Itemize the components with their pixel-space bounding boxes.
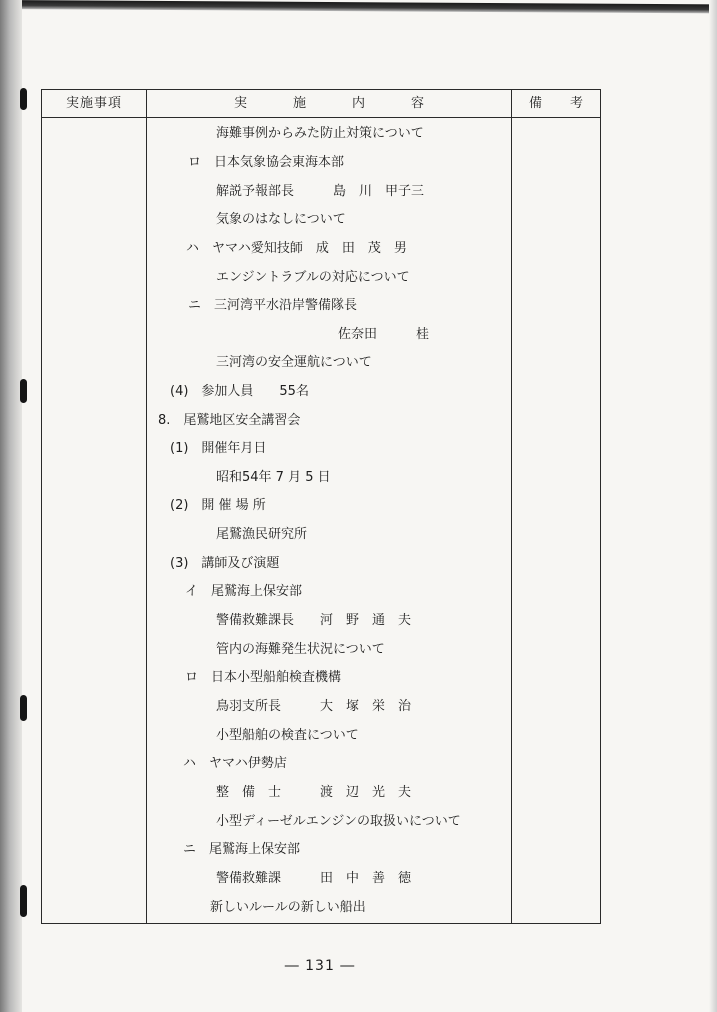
header-char: 容 xyxy=(411,96,425,111)
header-divider xyxy=(42,117,600,118)
content-line: 気象のはなしについて xyxy=(216,212,346,227)
scan-left-shadow xyxy=(0,0,22,1012)
column-divider xyxy=(146,90,147,923)
content-line: 小型船舶の検査について xyxy=(216,728,359,743)
binder-hole-mark xyxy=(20,88,27,110)
content-line: (2) 開 催 場 所 xyxy=(170,498,266,513)
content-line: 管内の海難発生状況について xyxy=(216,642,385,657)
content-line: エンジントラブルの対応について xyxy=(216,270,410,285)
page-number: ― 131 ― xyxy=(284,958,356,974)
content-line: 小型ディーゼルエンジンの取扱いについて xyxy=(216,814,461,829)
content-line: 佐奈田 桂 xyxy=(338,327,430,342)
content-line: (4) 参加人員 55名 xyxy=(170,384,309,399)
content-line: ハ ヤマハ伊勢店 xyxy=(183,756,287,771)
content-line: 鳥羽支所長 大 塚 栄 治 xyxy=(216,699,412,714)
content-line: ハ ヤマハ愛知技師 成 田 茂 男 xyxy=(186,241,407,256)
content-line: 新しいルールの新しい船出 xyxy=(210,900,366,915)
content-line: (1) 開催年月日 xyxy=(170,441,267,456)
content-line: 昭和54年 7 月 5 日 xyxy=(216,470,331,485)
header-char: 内 xyxy=(352,96,366,111)
content-line: 尾鷲漁民研究所 xyxy=(216,527,308,542)
header-char: 備 xyxy=(528,96,542,111)
scan-top-edge xyxy=(0,0,717,13)
header-implementation-content xyxy=(147,90,511,117)
binder-hole-mark xyxy=(20,379,27,403)
scan-right-shadow xyxy=(709,0,717,1012)
content-line: 解説予報部長 島 川 甲子三 xyxy=(216,184,425,199)
content-line: ニ 尾鷲海上保安部 xyxy=(183,842,301,857)
content-line: 8. 尾鷲地区安全講習会 xyxy=(158,413,301,428)
header-char: 実 xyxy=(233,96,247,111)
header-implementation-item xyxy=(42,90,146,117)
content-line: ロ 日本気象協会東海本部 xyxy=(188,155,345,170)
content-line: (3) 講師及び演題 xyxy=(170,556,280,571)
content-line: 三河湾の安全運航について xyxy=(216,355,372,370)
header-remarks xyxy=(512,90,600,117)
content-line: 整 備 士 渡 辺 光 夫 xyxy=(216,785,412,800)
content-line: ニ 三河湾平水沿岸警備隊長 xyxy=(188,298,358,313)
content-line: 警備救難課長 河 野 通 夫 xyxy=(216,613,412,628)
binder-hole-mark xyxy=(20,885,27,917)
content-line: ロ 日本小型船舶検査機構 xyxy=(185,670,342,685)
header-char: 施 xyxy=(292,96,306,111)
content-line: イ 尾鷲海上保安部 xyxy=(185,584,303,599)
header-col1-label: 実施事項 xyxy=(65,96,122,111)
binder-hole-mark xyxy=(20,695,27,721)
header-char: 考 xyxy=(570,96,584,111)
content-line: 海難事例からみた防止対策について xyxy=(216,126,424,141)
content-line: 警備救難課 田 中 善 徳 xyxy=(216,871,412,886)
column-divider xyxy=(511,90,512,923)
